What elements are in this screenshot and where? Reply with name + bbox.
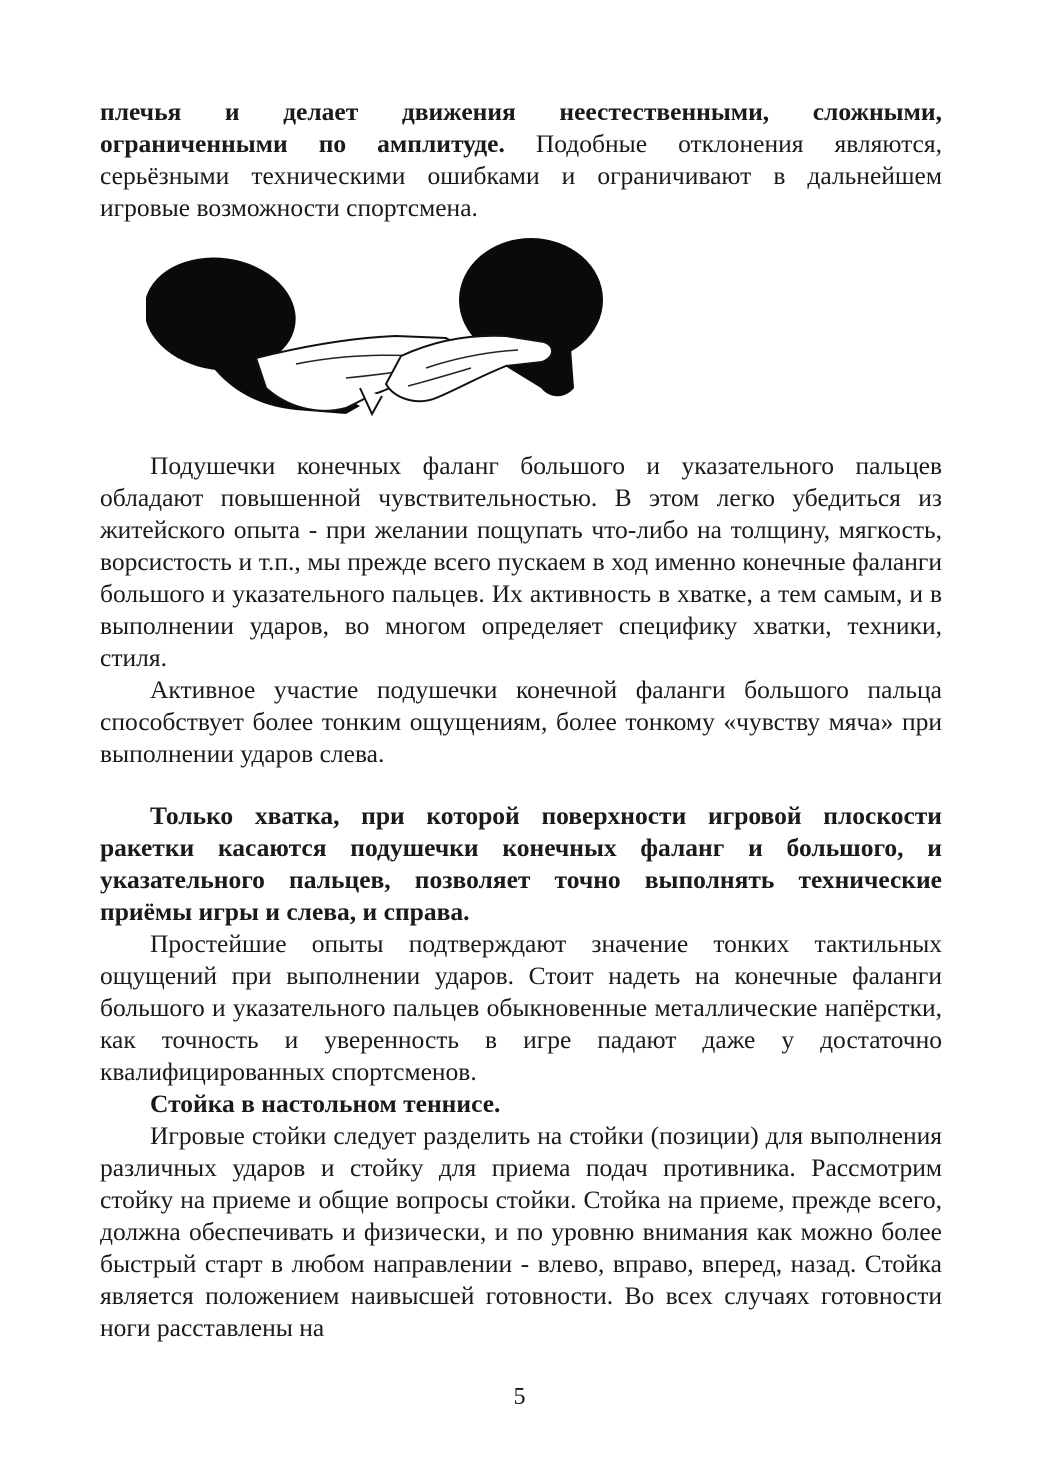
paragraph-1-text: Подобные отклонения являются, серьёзными техническими ошибками и ограничивают в дальнейшем игровые возможности спортсмена. [100, 129, 942, 222]
page-number: 5 [513, 1384, 526, 1410]
paragraph-2: Подушечки конечных фаланг большого и указательного пальцев обладают повышенной чувствительностью. В этом легко убедиться из житейского опыта - при желании пощупать что-либо на толщину, мягкость, ворсистость и т.п., мы прежде всего пускаем в ход именно конечные фаланги большого и указательного пальцев. Их активность в хватке, а тем самым, и в выполнении ударов, во многом определяет специфику хватки, техники, стиля. [100, 451, 942, 672]
paragraph-1 [100, 96, 942, 224]
paragraph-5: Простейшие опыты подтверждают значение тонких тактильных ощущений при выполнении ударов. Стоит надеть на конечные фаланги большого и указательного пальцев обыкновенные металлические напёрстки, как точность и уверенность в игре падают даже у достаточно квалифицированных спортсменов. [100, 929, 942, 1086]
spacer [100, 770, 942, 800]
section-heading: Стойка в настольном теннисе. [150, 1089, 501, 1118]
paragraph-6: Игровые стойки следует разделить на стойки (позиции) для выполнения различных ударов и стойку для приема подач противника. Рассмотрим стойку на приеме и общие вопросы стойки. Стойка на приеме, прежде всего, должна обеспечивать и физически, и по уровню внимания как можно более быстрый старт в любом направлении - влево, вправо, вперед, назад. Стойка является положением наивысшей готовности. Во всех случаях готовности ноги расставлены на [100, 1121, 942, 1342]
paragraph-3: Активное участие подушечки конечной фаланги большого пальца способствует более тонким ощущениям, более тонкому «чувству мяча» при выполнении ударов слева. [100, 675, 942, 768]
racket-grip-image [146, 238, 616, 434]
paragraph-4-bold: Только хватка, при которой поверхности игровой плоскости ракетки касаются подушечки конечных фаланг и большого, и указательного пальцев, позволяет точно выполнять технические приёмы игры и слева, и справа. [100, 801, 942, 926]
page-content [100, 96, 942, 1344]
racket-grip-illustration [100, 238, 942, 434]
paragraph-1-bold: плечья и делает движения неестественными, сложными, ограниченными по амплитуде. [100, 97, 942, 158]
